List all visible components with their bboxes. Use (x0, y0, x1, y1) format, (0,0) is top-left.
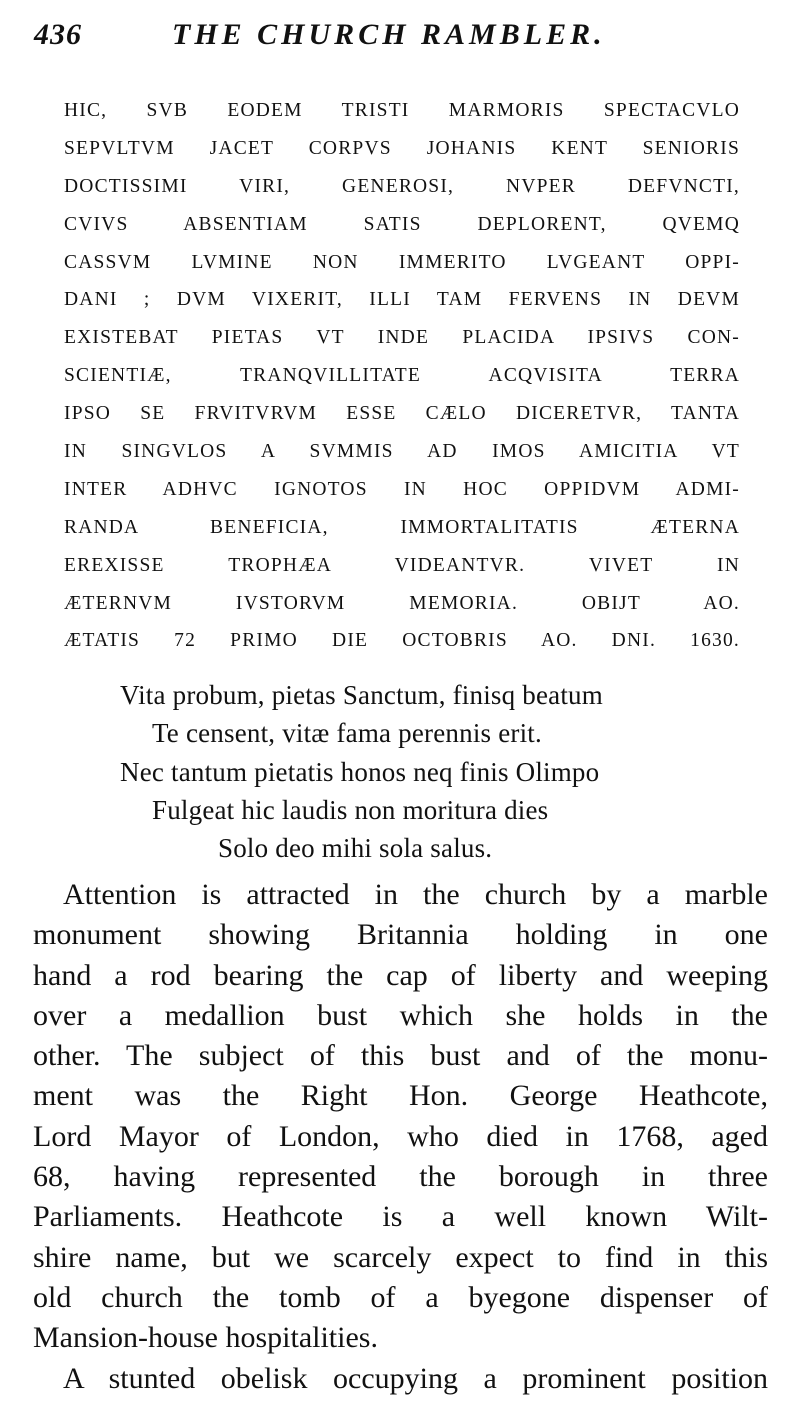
body-line: Mansion-house hospitalities. (33, 1321, 378, 1355)
inscription-line: RANDA BENEFICIA, IMMORTALITATIS ÆTERNA (64, 516, 740, 538)
verse-line: Nec tantum pietatis honos neq finis Olimpo (120, 757, 600, 787)
body-line: old church the tomb of a byegone dispenser of (33, 1280, 768, 1314)
body-line: Attention is attracted in the church by a marble (63, 878, 768, 911)
verse-line: Solo deo mihi sola salus. (218, 833, 493, 863)
page-header (34, 18, 760, 58)
inscription-line: EXISTEBAT PIETAS VT INDE PLACIDA IPSIVS CON- (64, 327, 740, 349)
inscription-line: CVIVS ABSENTIAM SATIS DEPLORENT, QVEMQ (64, 213, 740, 235)
running-title: THE CHURCH RAMBLER. (172, 18, 606, 51)
inscription-line: HIC, SVB EODEM TRISTI MARMORIS SPECTACVLO (64, 100, 740, 121)
body-line: over a medallion bust which she holds in the (33, 998, 768, 1032)
body-line: A stunted obelisk occupying a prominent position (63, 1361, 768, 1395)
inscription-line: INTER ADHVC IGNOTOS IN HOC OPPIDVM ADMI- (64, 478, 740, 500)
verse-line: Vita probum, pietas Sanctum, finisq beatum (120, 680, 603, 710)
inscription-line: DOCTISSIMI VIRI, GENEROSI, NVPER DEFVNCTI, (64, 175, 740, 197)
inscription-line: IN SINGVLOS A SVMMIS AD IMOS AMICITIA VT (64, 441, 740, 463)
body-line: ment was the Right Hon. George Heathcote, (33, 1079, 768, 1113)
body-line: 68, having represented the borough in three (33, 1160, 768, 1194)
inscription-line: EREXISSE TROPHÆA VIDEANTVR. VIVET IN (64, 554, 740, 576)
inscription-line: ÆTERNVM IVSTORVM MEMORIA. OBIJT AO. (64, 592, 740, 614)
latin-inscription (64, 100, 740, 668)
body-line: Lord Mayor of London, who died in 1768, aged (33, 1119, 768, 1153)
inscription-line: ÆTATIS 72 PRIMO DIE OCTOBRIS AO. DNI. 1630. (64, 630, 740, 652)
inscription-line: IPSO SE FRVITVRVM ESSE CÆLO DICERETVR, TANTA (64, 403, 740, 425)
body-paragraphs (33, 878, 768, 1402)
body-line: Parliaments. Heathcote is a well known Wilt- (33, 1200, 768, 1234)
inscription-line: DANI ; DVM VIXERIT, ILLI TAM FERVENS IN DEVM (64, 289, 740, 311)
inscription-line: SCIENTIÆ, TRANQVILLITATE ACQVISITA TERRA (64, 365, 740, 387)
verse-line: Fulgeat hic laudis non moritura dies (152, 795, 549, 825)
body-line: hand a rod bearing the cap of liberty and weeping (33, 958, 768, 992)
body-line: shire name, but we scarcely expect to find in this (33, 1240, 768, 1274)
inscription-line: SEPVLTVM JACET CORPVS JOHANIS KENT SENIORIS (64, 137, 740, 159)
page-number: 436 (34, 18, 82, 51)
body-line: other. The subject of this bust and of the monu- (33, 1039, 768, 1073)
inscription-line: CASSVM LVMINE NON IMMERITO LVGEANT OPPI- (64, 251, 740, 273)
body-line: monument showing Britannia holding in one (33, 918, 768, 952)
verse-line: Te censent, vitæ fama perennis erit. (152, 718, 542, 748)
